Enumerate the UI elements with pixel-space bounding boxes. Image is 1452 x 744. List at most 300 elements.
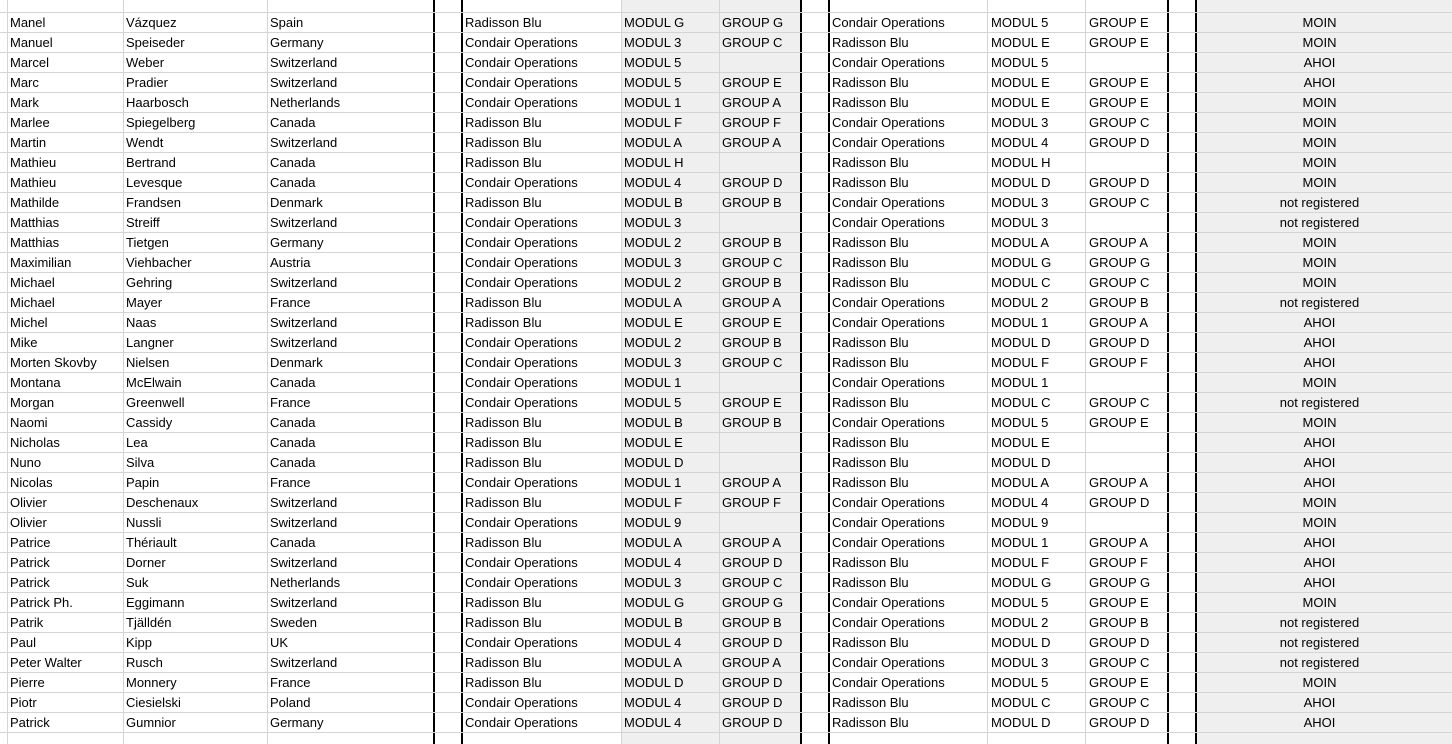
country-cell[interactable]: Netherlands <box>270 575 341 590</box>
day2-modul-cell[interactable]: MODUL 2 <box>991 615 1049 630</box>
day1-group-cell[interactable]: GROUP D <box>722 175 783 190</box>
day1-venue-cell[interactable]: Condair Operations <box>465 255 578 270</box>
day2-modul-cell[interactable]: MODUL E <box>991 75 1050 90</box>
day2-group-cell[interactable] <box>1089 53 1165 73</box>
day2-group-cell[interactable]: GROUP A <box>1089 235 1149 250</box>
day1-modul-cell[interactable]: MODUL 5 <box>624 55 682 70</box>
day2-venue-cell[interactable]: Condair Operations <box>832 675 945 690</box>
day2-venue-cell[interactable]: Radisson Blu <box>832 75 909 90</box>
last-name-cell[interactable]: Rusch <box>126 655 163 670</box>
first-name-cell[interactable]: Morten Skovby <box>10 355 97 370</box>
last-name-cell[interactable]: Lea <box>126 435 148 450</box>
day2-modul-cell[interactable]: MODUL D <box>991 455 1051 470</box>
first-name-cell[interactable]: Manuel <box>10 35 53 50</box>
day1-modul-cell[interactable]: MODUL H <box>624 155 684 170</box>
first-name-cell[interactable]: Paul <box>10 635 37 650</box>
day2-modul-cell[interactable]: MODUL 3 <box>991 655 1049 670</box>
day1-modul-cell[interactable]: MODUL F <box>624 115 683 130</box>
status-cell[interactable]: MOIN <box>1302 255 1337 270</box>
last-name-cell[interactable]: Streiff <box>126 215 160 230</box>
day1-group-cell[interactable]: GROUP D <box>722 695 783 710</box>
day2-modul-cell[interactable]: MODUL D <box>991 635 1051 650</box>
day2-venue-cell[interactable]: Condair Operations <box>832 215 945 230</box>
country-cell[interactable]: Canada <box>270 415 316 430</box>
day2-modul-cell[interactable]: MODUL 4 <box>991 495 1049 510</box>
last-name-cell[interactable]: Haarbosch <box>126 95 189 110</box>
first-name-cell[interactable]: Matthias <box>10 235 60 250</box>
day1-group-cell[interactable]: GROUP C <box>722 355 783 370</box>
day2-modul-cell[interactable]: MODUL C <box>991 275 1051 290</box>
first-name-cell[interactable]: Mathilde <box>10 195 60 210</box>
day2-venue-cell[interactable]: Radisson Blu <box>832 35 909 50</box>
day1-group-cell[interactable]: GROUP A <box>722 535 782 550</box>
day2-venue-cell[interactable]: Condair Operations <box>832 655 945 670</box>
country-cell[interactable]: Switzerland <box>270 555 338 570</box>
day1-group-cell[interactable]: GROUP G <box>722 595 784 610</box>
day1-group-cell[interactable]: GROUP B <box>722 415 782 430</box>
country-cell[interactable]: France <box>270 475 311 490</box>
day2-venue-cell[interactable]: Condair Operations <box>832 135 945 150</box>
day1-group-cell[interactable]: GROUP G <box>722 15 784 30</box>
day2-modul-cell[interactable]: MODUL 1 <box>991 375 1049 390</box>
country-cell[interactable]: Canada <box>270 375 316 390</box>
last-name-cell[interactable]: Nielsen <box>126 355 170 370</box>
day1-venue-cell[interactable]: Condair Operations <box>465 355 578 370</box>
day2-venue-cell[interactable]: Radisson Blu <box>832 95 909 110</box>
day2-modul-cell[interactable]: MODUL 5 <box>991 415 1049 430</box>
day2-venue-cell[interactable]: Radisson Blu <box>832 455 909 470</box>
day1-group-cell[interactable]: GROUP B <box>722 235 782 250</box>
day1-group-cell[interactable]: GROUP C <box>722 35 783 50</box>
day1-group-cell[interactable] <box>722 373 798 393</box>
last-name-cell[interactable]: Weber <box>126 55 165 70</box>
last-name-cell[interactable]: Frandsen <box>126 195 181 210</box>
status-cell[interactable]: MOIN <box>1302 35 1337 50</box>
day2-group-cell[interactable]: GROUP C <box>1089 395 1150 410</box>
country-cell[interactable]: Switzerland <box>270 655 338 670</box>
day1-modul-cell[interactable]: MODUL A <box>624 655 683 670</box>
day1-modul-cell[interactable]: MODUL 2 <box>624 235 682 250</box>
day1-modul-cell[interactable]: MODUL E <box>624 315 683 330</box>
country-cell[interactable]: Switzerland <box>270 215 338 230</box>
country-cell[interactable]: Spain <box>270 15 304 30</box>
first-name-cell[interactable]: Patrik <box>10 615 44 630</box>
day1-modul-cell[interactable]: MODUL A <box>624 295 683 310</box>
day2-group-cell[interactable]: GROUP D <box>1089 135 1150 150</box>
last-name-cell[interactable]: Gehring <box>126 275 173 290</box>
day1-modul-cell[interactable]: MODUL B <box>624 195 683 210</box>
status-cell[interactable]: AHOI <box>1303 695 1336 710</box>
day2-venue-cell[interactable]: Radisson Blu <box>832 255 909 270</box>
day1-modul-cell[interactable]: MODUL A <box>624 535 683 550</box>
day1-group-cell[interactable]: GROUP B <box>722 275 782 290</box>
day2-group-cell[interactable]: GROUP D <box>1089 715 1150 730</box>
status-cell[interactable]: MOIN <box>1302 675 1337 690</box>
last-name-cell[interactable]: Thériault <box>126 535 177 550</box>
day1-modul-cell[interactable]: MODUL B <box>624 615 683 630</box>
day1-venue-cell[interactable]: Condair Operations <box>465 35 578 50</box>
day1-venue-cell[interactable]: Condair Operations <box>465 375 578 390</box>
day1-group-cell[interactable]: GROUP A <box>722 95 782 110</box>
day2-group-cell[interactable]: GROUP F <box>1089 555 1148 570</box>
status-cell[interactable]: not registered <box>1279 615 1360 630</box>
day2-group-cell[interactable]: GROUP A <box>1089 475 1149 490</box>
day2-modul-cell[interactable]: MODUL G <box>991 255 1052 270</box>
first-name-cell[interactable]: Nicolas <box>10 475 53 490</box>
status-cell[interactable]: AHOI <box>1303 315 1336 330</box>
day2-venue-cell[interactable]: Condair Operations <box>832 515 945 530</box>
day2-modul-cell[interactable]: MODUL 9 <box>991 515 1049 530</box>
day1-group-cell[interactable]: GROUP E <box>722 395 782 410</box>
day2-modul-cell[interactable]: MODUL 5 <box>991 675 1049 690</box>
first-name-cell[interactable]: Patrick <box>10 715 50 730</box>
day1-group-cell[interactable]: GROUP D <box>722 675 783 690</box>
day1-group-cell[interactable]: GROUP F <box>722 495 781 510</box>
status-cell[interactable]: MOIN <box>1302 235 1337 250</box>
status-cell[interactable]: MOIN <box>1302 155 1337 170</box>
day2-group-cell[interactable]: GROUP D <box>1089 495 1150 510</box>
first-name-cell[interactable]: Mathieu <box>10 175 57 190</box>
first-name-cell[interactable]: Nuno <box>10 455 42 470</box>
first-name-cell[interactable]: Olivier <box>10 515 47 530</box>
day1-group-cell[interactable]: GROUP D <box>722 715 783 730</box>
day1-venue-cell[interactable]: Condair Operations <box>465 55 578 70</box>
day2-group-cell[interactable]: GROUP A <box>1089 315 1149 330</box>
day2-venue-cell[interactable]: Condair Operations <box>832 195 945 210</box>
first-name-cell[interactable]: Naomi <box>10 415 48 430</box>
day1-venue-cell[interactable]: Radisson Blu <box>465 535 542 550</box>
day2-venue-cell[interactable]: Radisson Blu <box>832 435 909 450</box>
country-cell[interactable]: Austria <box>270 255 311 270</box>
day1-modul-cell[interactable]: MODUL 4 <box>624 635 682 650</box>
day1-group-cell[interactable]: GROUP B <box>722 615 782 630</box>
day2-venue-cell[interactable]: Condair Operations <box>832 495 945 510</box>
last-name-cell[interactable]: Ciesielski <box>126 695 181 710</box>
day2-venue-cell[interactable]: Condair Operations <box>832 415 945 430</box>
day2-venue-cell[interactable]: Condair Operations <box>832 15 945 30</box>
day2-group-cell[interactable]: GROUP D <box>1089 335 1150 350</box>
last-name-cell[interactable]: McElwain <box>126 375 182 390</box>
day2-venue-cell[interactable]: Radisson Blu <box>832 355 909 370</box>
day1-venue-cell[interactable]: Condair Operations <box>465 335 578 350</box>
day2-modul-cell[interactable]: MODUL D <box>991 175 1051 190</box>
day2-modul-cell[interactable]: MODUL D <box>991 335 1051 350</box>
day1-modul-cell[interactable]: MODUL B <box>624 415 683 430</box>
day2-modul-cell[interactable]: MODUL 4 <box>991 135 1049 150</box>
day2-venue-cell[interactable]: Radisson Blu <box>832 575 909 590</box>
day2-modul-cell[interactable]: MODUL 5 <box>991 55 1049 70</box>
day1-modul-cell[interactable]: MODUL 9 <box>624 515 682 530</box>
day1-modul-cell[interactable]: MODUL 3 <box>624 35 682 50</box>
day1-venue-cell[interactable]: Condair Operations <box>465 715 578 730</box>
day1-group-cell[interactable]: GROUP B <box>722 195 782 210</box>
first-name-cell[interactable]: Marc <box>10 75 39 90</box>
country-cell[interactable]: Switzerland <box>270 335 338 350</box>
status-cell[interactable]: MOIN <box>1302 415 1337 430</box>
last-name-cell[interactable]: Spiegelberg <box>126 115 196 130</box>
status-cell[interactable]: AHOI <box>1303 555 1336 570</box>
day2-venue-cell[interactable]: Radisson Blu <box>832 335 909 350</box>
status-cell[interactable]: not registered <box>1279 395 1360 410</box>
day2-venue-cell[interactable]: Condair Operations <box>832 375 945 390</box>
country-cell[interactable]: Switzerland <box>270 495 338 510</box>
day1-group-cell[interactable]: GROUP F <box>722 115 781 130</box>
day1-modul-cell[interactable]: MODUL D <box>624 455 684 470</box>
first-name-cell[interactable]: Patrick <box>10 555 50 570</box>
last-name-cell[interactable]: Bertrand <box>126 155 176 170</box>
country-cell[interactable]: Canada <box>270 535 316 550</box>
day2-group-cell[interactable]: GROUP C <box>1089 695 1150 710</box>
day2-modul-cell[interactable]: MODUL C <box>991 395 1051 410</box>
day1-group-cell[interactable] <box>722 53 798 73</box>
day1-modul-cell[interactable]: MODUL G <box>624 595 685 610</box>
country-cell[interactable]: France <box>270 295 311 310</box>
first-name-cell[interactable]: Morgan <box>10 395 55 410</box>
day2-group-cell[interactable]: GROUP F <box>1089 355 1148 370</box>
day1-group-cell[interactable]: GROUP A <box>722 655 782 670</box>
day1-modul-cell[interactable]: MODUL 4 <box>624 175 682 190</box>
first-name-cell[interactable]: Michael <box>10 295 55 310</box>
last-name-cell[interactable]: Deschenaux <box>126 495 199 510</box>
country-cell[interactable]: Switzerland <box>270 275 338 290</box>
day1-venue-cell[interactable]: Radisson Blu <box>465 155 542 170</box>
day1-venue-cell[interactable]: Radisson Blu <box>465 455 542 470</box>
status-cell[interactable]: MOIN <box>1302 495 1337 510</box>
day1-venue-cell[interactable]: Radisson Blu <box>465 295 542 310</box>
day1-modul-cell[interactable]: MODUL 5 <box>624 395 682 410</box>
first-name-cell[interactable]: Marlee <box>10 115 50 130</box>
first-name-cell[interactable]: Pierre <box>10 675 45 690</box>
day1-venue-cell[interactable]: Condair Operations <box>465 695 578 710</box>
day2-modul-cell[interactable]: MODUL 2 <box>991 295 1049 310</box>
day2-modul-cell[interactable]: MODUL E <box>991 435 1050 450</box>
last-name-cell[interactable]: Suk <box>126 575 149 590</box>
day1-modul-cell[interactable]: MODUL 3 <box>624 575 682 590</box>
day2-group-cell[interactable]: GROUP G <box>1089 255 1151 270</box>
day1-venue-cell[interactable]: Condair Operations <box>465 175 578 190</box>
day2-modul-cell[interactable]: MODUL 5 <box>991 595 1049 610</box>
day1-modul-cell[interactable]: MODUL G <box>624 15 685 30</box>
day2-group-cell[interactable]: GROUP E <box>1089 415 1149 430</box>
first-name-cell[interactable]: Matthias <box>10 215 60 230</box>
day1-group-cell[interactable] <box>722 153 798 173</box>
day2-modul-cell[interactable]: MODUL C <box>991 695 1051 710</box>
day1-group-cell[interactable]: GROUP B <box>722 335 782 350</box>
day2-group-cell[interactable]: GROUP C <box>1089 275 1150 290</box>
first-name-cell[interactable]: Patrick <box>10 575 50 590</box>
day1-modul-cell[interactable]: MODUL 2 <box>624 335 682 350</box>
last-name-cell[interactable]: Vázquez <box>126 15 177 30</box>
status-cell[interactable]: AHOI <box>1303 455 1336 470</box>
day1-group-cell[interactable]: GROUP A <box>722 295 782 310</box>
first-name-cell[interactable]: Manel <box>10 15 46 30</box>
day1-venue-cell[interactable]: Radisson Blu <box>465 595 542 610</box>
last-name-cell[interactable]: Wendt <box>126 135 164 150</box>
day1-venue-cell[interactable]: Condair Operations <box>465 555 578 570</box>
day1-group-cell[interactable] <box>722 433 798 453</box>
last-name-cell[interactable]: Levesque <box>126 175 183 190</box>
day2-group-cell[interactable]: GROUP A <box>1089 535 1149 550</box>
day2-group-cell[interactable]: GROUP C <box>1089 115 1150 130</box>
day2-group-cell[interactable]: GROUP E <box>1089 675 1149 690</box>
country-cell[interactable]: Canada <box>270 455 316 470</box>
day2-venue-cell[interactable]: Condair Operations <box>832 315 945 330</box>
day2-group-cell[interactable]: GROUP C <box>1089 195 1150 210</box>
day2-venue-cell[interactable]: Radisson Blu <box>832 475 909 490</box>
country-cell[interactable]: Switzerland <box>270 75 338 90</box>
first-name-cell[interactable]: Peter Walter <box>10 655 82 670</box>
day1-venue-cell[interactable]: Radisson Blu <box>465 615 542 630</box>
last-name-cell[interactable]: Papin <box>126 475 160 490</box>
day1-group-cell[interactable]: GROUP A <box>722 475 782 490</box>
country-cell[interactable]: Netherlands <box>270 95 341 110</box>
day2-group-cell[interactable]: GROUP E <box>1089 35 1149 50</box>
day2-group-cell[interactable] <box>1089 373 1165 393</box>
day1-modul-cell[interactable]: MODUL 3 <box>624 355 682 370</box>
country-cell[interactable]: Sweden <box>270 615 317 630</box>
day2-venue-cell[interactable]: Condair Operations <box>832 535 945 550</box>
status-cell[interactable]: AHOI <box>1303 75 1336 90</box>
day1-venue-cell[interactable]: Radisson Blu <box>465 495 542 510</box>
day1-venue-cell[interactable]: Radisson Blu <box>465 195 542 210</box>
day1-venue-cell[interactable]: Radisson Blu <box>465 115 542 130</box>
status-cell[interactable]: MOIN <box>1302 515 1337 530</box>
day1-venue-cell[interactable]: Condair Operations <box>465 95 578 110</box>
day2-group-cell[interactable] <box>1089 153 1165 173</box>
status-cell[interactable]: MOIN <box>1302 375 1337 390</box>
status-cell[interactable]: AHOI <box>1303 435 1336 450</box>
last-name-cell[interactable]: Eggimann <box>126 595 185 610</box>
status-cell[interactable]: not registered <box>1279 295 1360 310</box>
status-cell[interactable]: AHOI <box>1303 475 1336 490</box>
day1-modul-cell[interactable]: MODUL 4 <box>624 555 682 570</box>
last-name-cell[interactable]: Mayer <box>126 295 163 310</box>
last-name-cell[interactable]: Viehbacher <box>126 255 192 270</box>
day1-venue-cell[interactable]: Radisson Blu <box>465 415 542 430</box>
status-cell[interactable]: MOIN <box>1302 275 1337 290</box>
status-cell[interactable]: MOIN <box>1302 175 1337 190</box>
day1-venue-cell[interactable]: Condair Operations <box>465 395 578 410</box>
first-name-cell[interactable]: Marcel <box>10 55 50 70</box>
day2-modul-cell[interactable]: MODUL A <box>991 235 1050 250</box>
status-cell[interactable]: not registered <box>1279 195 1360 210</box>
day2-group-cell[interactable]: GROUP B <box>1089 615 1149 630</box>
country-cell[interactable]: Canada <box>270 115 316 130</box>
country-cell[interactable]: Germany <box>270 235 324 250</box>
status-cell[interactable]: MOIN <box>1302 135 1337 150</box>
day2-venue-cell[interactable]: Radisson Blu <box>832 275 909 290</box>
day2-venue-cell[interactable]: Radisson Blu <box>832 695 909 710</box>
day2-modul-cell[interactable]: MODUL 3 <box>991 195 1049 210</box>
day1-venue-cell[interactable]: Radisson Blu <box>465 15 542 30</box>
day2-group-cell[interactable]: GROUP C <box>1089 655 1150 670</box>
day1-venue-cell[interactable]: Condair Operations <box>465 515 578 530</box>
day2-modul-cell[interactable]: MODUL H <box>991 155 1051 170</box>
country-cell[interactable]: Germany <box>270 35 324 50</box>
status-cell[interactable]: not registered <box>1279 635 1360 650</box>
day1-group-cell[interactable]: GROUP D <box>722 635 783 650</box>
day1-venue-cell[interactable]: Condair Operations <box>465 75 578 90</box>
day1-group-cell[interactable]: GROUP A <box>722 135 782 150</box>
day1-group-cell[interactable]: GROUP C <box>722 575 783 590</box>
day1-venue-cell[interactable]: Condair Operations <box>465 475 578 490</box>
day1-group-cell[interactable] <box>722 213 798 233</box>
day1-venue-cell[interactable]: Radisson Blu <box>465 675 542 690</box>
day2-venue-cell[interactable]: Condair Operations <box>832 295 945 310</box>
first-name-cell[interactable]: Michel <box>10 315 48 330</box>
day2-modul-cell[interactable]: MODUL D <box>991 715 1051 730</box>
day2-group-cell[interactable] <box>1089 453 1165 473</box>
day1-modul-cell[interactable]: MODUL 3 <box>624 215 682 230</box>
status-cell[interactable]: AHOI <box>1303 355 1336 370</box>
day1-group-cell[interactable]: GROUP D <box>722 555 783 570</box>
last-name-cell[interactable]: Speiseder <box>126 35 185 50</box>
first-name-cell[interactable]: Mark <box>10 95 39 110</box>
country-cell[interactable]: Switzerland <box>270 55 338 70</box>
last-name-cell[interactable]: Naas <box>126 315 157 330</box>
day1-venue-cell[interactable]: Condair Operations <box>465 235 578 250</box>
day2-modul-cell[interactable]: MODUL 3 <box>991 115 1049 130</box>
day1-modul-cell[interactable]: MODUL D <box>624 675 684 690</box>
day2-venue-cell[interactable]: Radisson Blu <box>832 715 909 730</box>
day1-venue-cell[interactable]: Condair Operations <box>465 215 578 230</box>
status-cell[interactable]: AHOI <box>1303 335 1336 350</box>
day1-venue-cell[interactable]: Radisson Blu <box>465 655 542 670</box>
day2-venue-cell[interactable]: Radisson Blu <box>832 555 909 570</box>
day2-modul-cell[interactable]: MODUL 1 <box>991 315 1049 330</box>
day1-modul-cell[interactable]: MODUL F <box>624 495 683 510</box>
day1-group-cell[interactable]: GROUP E <box>722 315 782 330</box>
status-cell[interactable]: AHOI <box>1303 715 1336 730</box>
day2-venue-cell[interactable]: Condair Operations <box>832 55 945 70</box>
first-name-cell[interactable]: Piotr <box>10 695 37 710</box>
day1-group-cell[interactable]: GROUP C <box>722 255 783 270</box>
country-cell[interactable]: Canada <box>270 155 316 170</box>
country-cell[interactable]: Canada <box>270 435 316 450</box>
first-name-cell[interactable]: Mathieu <box>10 155 57 170</box>
day2-venue-cell[interactable]: Condair Operations <box>832 115 945 130</box>
last-name-cell[interactable]: Kipp <box>126 635 153 650</box>
status-cell[interactable]: MOIN <box>1302 115 1337 130</box>
country-cell[interactable]: France <box>270 395 311 410</box>
country-cell[interactable]: Canada <box>270 175 316 190</box>
status-cell[interactable]: MOIN <box>1302 95 1337 110</box>
day1-venue-cell[interactable]: Condair Operations <box>465 635 578 650</box>
country-cell[interactable]: Germany <box>270 715 324 730</box>
first-name-cell[interactable]: Mike <box>10 335 38 350</box>
day2-venue-cell[interactable]: Radisson Blu <box>832 175 909 190</box>
day1-modul-cell[interactable]: MODUL 1 <box>624 95 682 110</box>
country-cell[interactable]: Switzerland <box>270 315 338 330</box>
first-name-cell[interactable]: Martin <box>10 135 47 150</box>
status-cell[interactable]: AHOI <box>1303 575 1336 590</box>
country-cell[interactable]: France <box>270 675 311 690</box>
day1-modul-cell[interactable]: MODUL 4 <box>624 695 682 710</box>
first-name-cell[interactable]: Montana <box>10 375 61 390</box>
day1-modul-cell[interactable]: MODUL E <box>624 435 683 450</box>
last-name-cell[interactable]: Nussli <box>126 515 162 530</box>
country-cell[interactable]: Poland <box>270 695 311 710</box>
last-name-cell[interactable]: Silva <box>126 455 155 470</box>
day1-group-cell[interactable] <box>722 453 798 473</box>
day1-group-cell[interactable]: GROUP E <box>722 75 782 90</box>
country-cell[interactable]: UK <box>270 635 289 650</box>
last-name-cell[interactable]: Langner <box>126 335 174 350</box>
day2-group-cell[interactable] <box>1089 433 1165 453</box>
first-name-cell[interactable]: Michael <box>10 275 55 290</box>
day2-modul-cell[interactable]: MODUL F <box>991 555 1050 570</box>
day1-modul-cell[interactable]: MODUL 2 <box>624 275 682 290</box>
